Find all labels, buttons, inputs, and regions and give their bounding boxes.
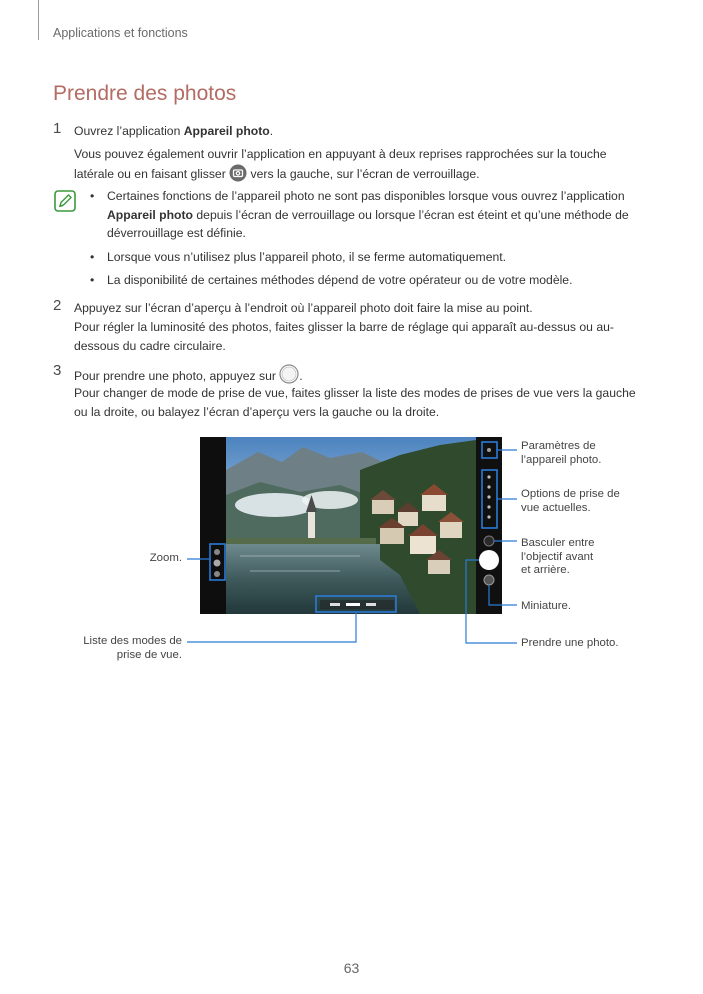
note-item: • La disponibilité de certaines méthodes dépend de votre opérateur ou de votre modèle. xyxy=(90,271,655,290)
shutter-button xyxy=(479,550,499,570)
page-title: Prendre des photos xyxy=(53,82,237,105)
label-current-options: Options de prise de vue actuelles. xyxy=(521,488,620,514)
camera-app-icon xyxy=(229,164,247,188)
page-number: 63 xyxy=(343,960,360,976)
app-name: Appareil photo xyxy=(183,124,270,138)
note-item: • Certaines fonctions de l’appareil photo ne sont pas disponibles lorsque vous ouvrez l’application Appareil photo depuis l’écran de verrouillage ou lorsque l’écran est éteint et qu’une méthode de déverrouillage est définie. xyxy=(90,187,655,243)
preview-photo xyxy=(226,437,476,614)
label-take-photo: Prendre une photo. xyxy=(521,637,619,649)
step-2-line2: Pour régler la luminosité des photos, faites glisser la barre de réglage qui apparaît au-dessus ou au-dessous du cadre circulaire. xyxy=(74,320,614,353)
step-1-line1: Ouvrez l’application Appareil photo. xyxy=(74,124,274,138)
label-zoom: Zoom. xyxy=(149,552,182,564)
step-2-line1: Appuyez sur l’écran d’aperçu à l’endroit où l’appareil photo doit faire la mise au point. xyxy=(74,301,533,315)
label-camera-settings: Paramètres de l’appareil photo. xyxy=(521,440,602,466)
note-item: • Lorsque vous n’utilisez plus l’appareil photo, il se ferme automatiquement. xyxy=(90,248,655,267)
step-3-number: 3 xyxy=(53,362,62,379)
step-2-number: 2 xyxy=(53,297,62,314)
label-modes-list: Liste des modes de prise de vue. xyxy=(83,635,182,661)
label-switch-lens: Basculer entre l’objectif avant et arrière. xyxy=(521,537,595,576)
header-rule xyxy=(38,0,39,40)
step-1-line2: Vous pouvez également ouvrir l’application en appuyant à deux reprises rapprochées sur la touche latérale ou en faisant glisser vers la gauche, sur l’écran de verrouillage. xyxy=(74,145,649,187)
notes-list xyxy=(90,187,655,295)
step-3-line1: Pour prendre une photo, appuyez sur . xyxy=(74,364,649,390)
step-3-line2: Pour changer de mode de prise de vue, faites glisser la liste des modes de prises de vue vers la gauche ou la droite, ou balayez l’écran d’aperçu vers la gauche ou la droite. xyxy=(74,386,636,419)
note-pencil-icon xyxy=(54,190,76,212)
step-1-number: 1 xyxy=(53,120,62,137)
label-thumbnail: Miniature. xyxy=(521,600,572,612)
section-header: Applications et fonctions xyxy=(53,26,188,40)
